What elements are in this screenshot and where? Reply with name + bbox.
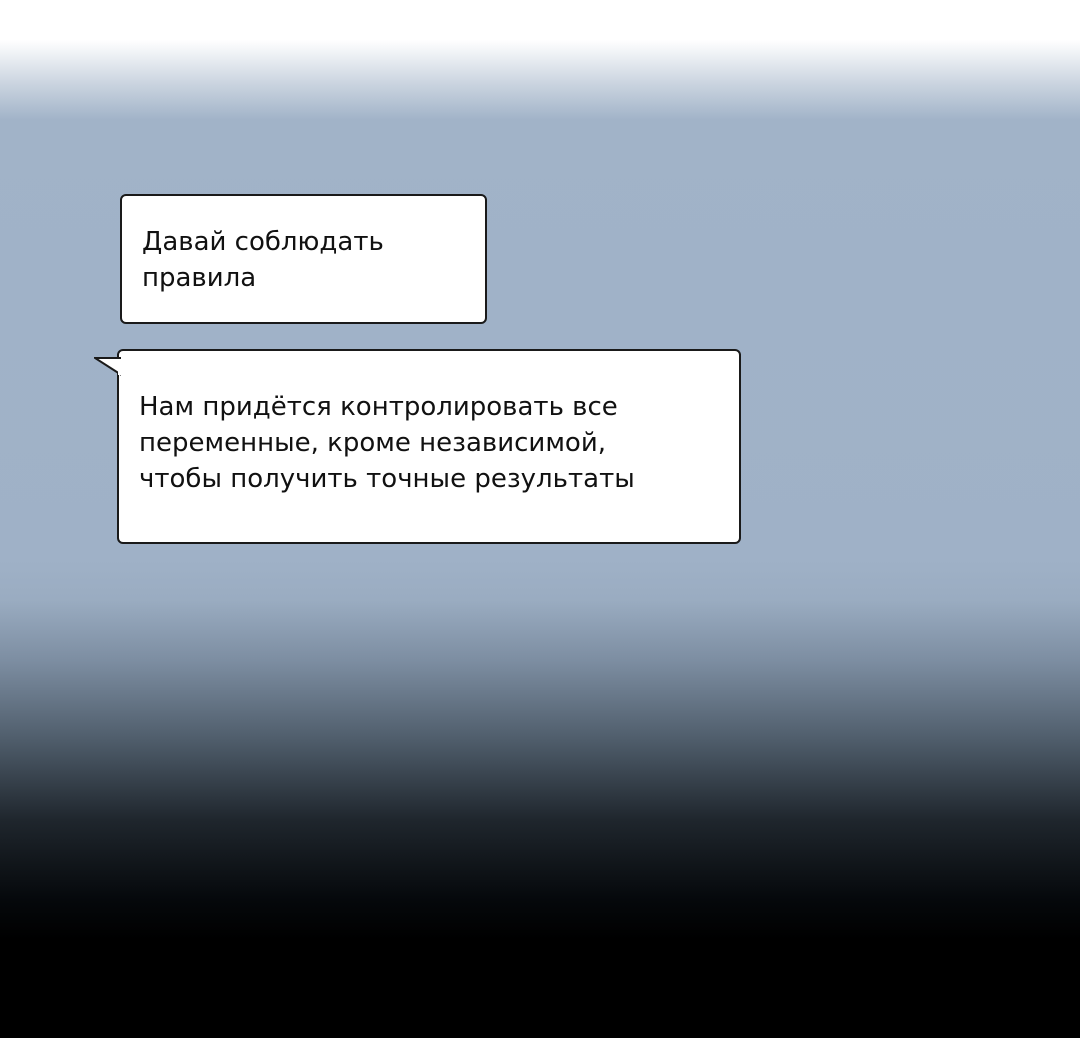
speech-bubble-2 xyxy=(117,349,741,544)
speech-bubble-1 xyxy=(120,194,487,324)
speech-bubble-2-tail xyxy=(94,354,126,378)
speech-bubble-1-text: Давай соблюдать правила xyxy=(142,227,384,293)
speech-bubble-2-text: Нам придётся контролировать все переменные, кроме независимой, чтобы получить точные результаты xyxy=(139,392,635,494)
